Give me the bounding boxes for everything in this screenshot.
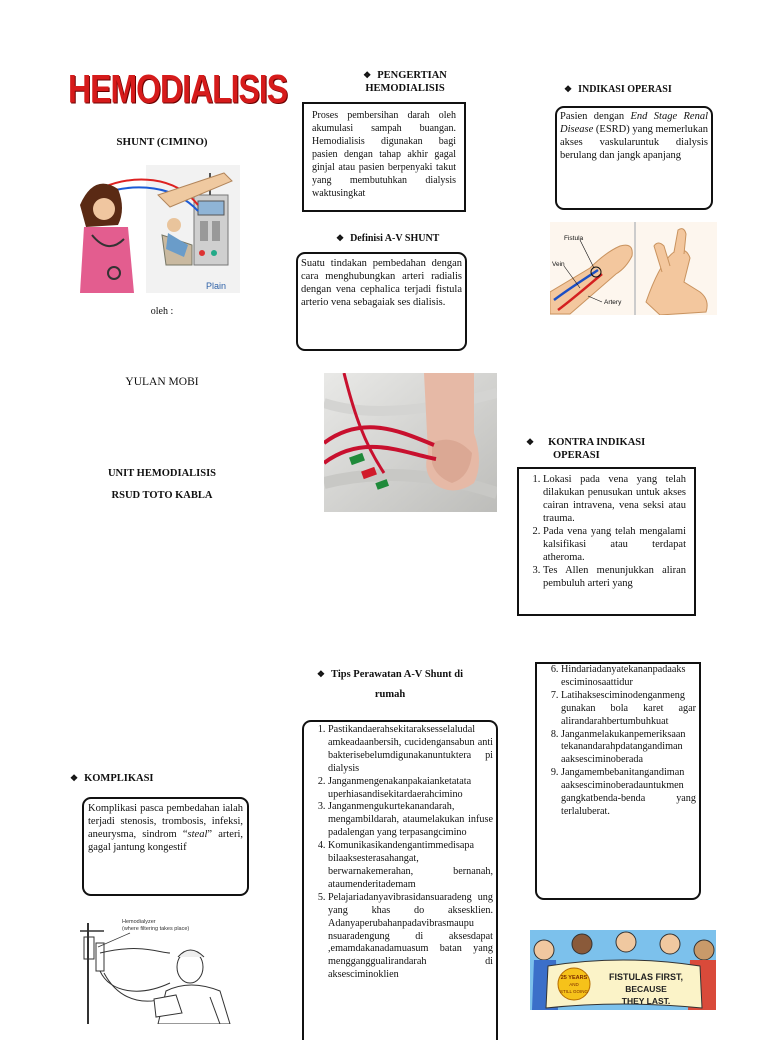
list-item: 9. Jangamembebanitangandiman aaksesciminoberadauntukmen gangkatbenda-benda yang terlaluberat. [561,767,696,819]
by-label: oleh : [150,306,174,317]
badge-line-3: STILL GOING [559,989,589,994]
vein-label: Vein [552,261,565,268]
tips-continued-list [537,664,696,819]
artery-label: Artery [604,299,622,306]
tips-heading: ❖ Tips Perawatan A-V Shunt di rumah [316,669,464,700]
list-item: 1. Pastikandaerahsekitaraksesselaludal amkeadaanbersih, cucidengansabun anti bakterisebelumdigunakanuntuktera pi dialysis [328,724,493,776]
diamond-bullet-icon: ❖ [70,773,79,783]
kontra-box [517,467,696,616]
diamond-bullet-icon: ❖ [363,70,372,80]
banner-line-2: BECAUSE [625,984,667,994]
banner-line-1: FISTULAS FIRST, [609,972,683,982]
list-item: 6. Hindariadanyatekananpadaaks esciminosaattidur [561,664,696,690]
diamond-bullet-icon: ❖ [526,437,535,447]
fistula-first-banner [530,930,716,1010]
diamond-bullet-icon: ❖ [564,84,573,94]
list-item: 5. Pelajariadanyavibrasidansuaradeng ung yang khas do aksesklien. Adanyaperubahanpadavibrasmaupu nsuaradengung di aksesdapat ,emamdakanadamuasum batan yang mengganggualirandarah di aksesciminoklien [328,892,493,982]
hospital-name: RSUD TOTO KABLA [111,490,213,501]
brochure-title [68,66,288,111]
indikasi-box: Pasien dengan End Stage Renal Disease (ESRD) yang memerlukan akses vaskularuntuk dialysis berulang dan jangk apanjang [555,106,713,210]
unit-name: UNIT HEMODIALISIS [107,468,217,479]
definisi-box: Suatu tindakan pembedahan dengan cara menghubungkan arteri radialis dengan vena cephalica terjadi fistula arterio vena sebagaiak ses dialisis. [296,252,467,351]
fistula-illustration [550,222,717,315]
tips-box [302,720,498,1040]
watermark-text: Plain [206,281,227,291]
komplikasi-box: Komplikasi pasca pembedahan ialah terjadi stenosis, trombosis, infeksi, aneurysma, sindrom “steal” arteri, gagal jantung kongestif [82,797,249,896]
banner-line-3: THEY LAST. [621,996,671,1006]
list-item: 4. Komunikasikandengantimmedisapa bilaaksesterasahangat, berwarnakemerahan, bernanah, ataumenderitademam [328,840,493,892]
shunt-subtitle: SHUNT (CIMINO) [116,136,208,148]
hemodialyzer-sketch [70,913,248,1024]
pengertian-heading: ❖ PENGERTIAN HEMODIALISIS [363,70,447,94]
list-item: 1. Lokasi pada vena yang telah dilakukan penusukan untuk akses cairan intravena, vena seksi atau trauma. [543,473,686,525]
list-item: 2. Janganmengenakanpakaianketatata uperhiasandisekitardaerahcimino [328,776,493,802]
diamond-bullet-icon: ❖ [336,233,345,243]
pengertian-box: Proses pembersihan darah oleh akumulasi sampah buangan. Hemodialisis digunakan bagi pasien dengan tahap akhir gagal ginjal atau pasien berpenyaki takut yang membutuhkan dialysis waktusingkat [302,102,466,212]
title-text: HEMODIALISIS [68,66,288,111]
list-item: 8. Janganmelakukanpemeriksaan tekanandarahpdatangandiman aaksesciminoberada [561,729,696,768]
author-name: YULAN MOBI [125,376,199,388]
list-item: 3. Tes Allen menunjukkan aliran pembuluh arteri yang [543,564,686,590]
arm-tubes-photo [324,373,497,512]
komplikasi-heading: ❖ KOMPLIKASI [70,773,154,784]
definisi-heading: ❖ Definisi A-V SHUNT [336,233,440,244]
badge-line-1: 25 YEARS [560,975,588,981]
tips-continued-box [535,662,701,900]
diamond-bullet-icon: ❖ [316,669,325,679]
sketch-caption-1: Hemodialyzer [122,919,156,925]
kontra-list [519,473,686,590]
indikasi-heading: ❖ INDIKASI OPERASI [564,84,672,95]
fistula-label: Fistula [564,235,584,242]
kontra-heading: ❖ KONTRA INDIKASI OPERASI [526,437,646,461]
tips-list [304,724,493,982]
list-item: 7. Latihaksesciminodenganmeng gunakan bola karet agar alirandarahbertumbuhkuat [561,690,696,729]
dialysis-illustration [74,165,240,293]
list-item: 2. Pada vena yang telah mengalami kalsifikasi atau terdapat atheroma. [543,525,686,564]
badge-line-2: AND [569,982,579,987]
sketch-caption-2: (where filtering takes place) [122,926,190,932]
list-item: 3. Janganmengukurtekanandarah, mengambildarah, ataumelakukan infuse padalengan yang terpasangcimino [328,801,493,840]
